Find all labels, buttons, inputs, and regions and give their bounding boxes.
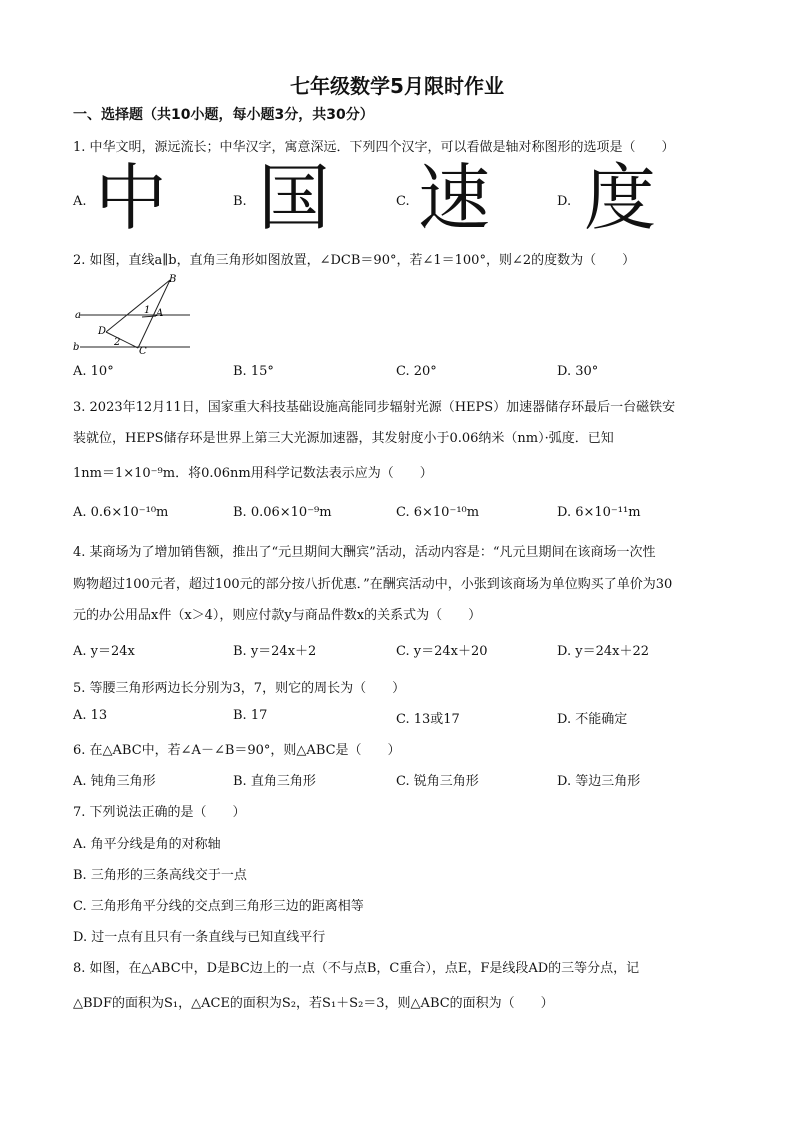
q1-option-d-label: D.: [557, 194, 572, 209]
q6-option-c: C. 锐角三角形: [396, 774, 479, 789]
section-heading: 一、选择题（共10小题，每小题3分，共30分）: [73, 107, 374, 123]
q1-char-su: 速: [418, 156, 491, 240]
question-6-stem: 6. 在△ABC中，若∠A－∠B＝90°，则△ABC是（ ）: [73, 743, 401, 758]
q4-option-d: D. y＝24x＋22: [557, 644, 649, 659]
q7-option-d: D. 过一点有且只有一条直线与已知直线平行: [73, 930, 326, 945]
question-5-stem: 5. 等腰三角形两边长分别为3，7，则它的周长为（ ）: [73, 681, 406, 696]
q4-option-c: C. y＝24x＋20: [396, 644, 488, 659]
label-B: B: [169, 274, 177, 285]
q5-option-c: C. 13或17: [396, 712, 460, 727]
q1-option-c-label: C.: [396, 194, 410, 209]
question-8-line-2: △BDF的面积为S₁，△ACE的面积为S₂，若S₁＋S₂＝3，则△ABC的面积为（ ）: [73, 996, 554, 1011]
segment-bd: [106, 280, 170, 332]
q2-option-b: B. 15°: [233, 364, 274, 379]
q1-option-b-label: B.: [233, 194, 247, 209]
q5-option-b: B. 17: [233, 708, 268, 723]
question-8-line-1: 8. 如图，在△ABC中，D是BC边上的一点（不与点B，C重合），点E，F是线段AD的三等分点，记: [73, 961, 640, 976]
q6-option-a: A. 钝角三角形: [73, 774, 156, 789]
question-3-line-3: 1nm＝1×10⁻⁹m．将0.06nm用科学记数法表示应为（ ）: [73, 466, 433, 481]
q6-option-b: B. 直角三角形: [233, 774, 316, 789]
q1-char-zhong: 中: [95, 156, 168, 240]
q1-char-guo: 国: [258, 156, 331, 240]
q7-option-a: A. 角平分线是角的对称轴: [73, 837, 221, 852]
question-7-stem: 7. 下列说法正确的是（ ）: [73, 805, 246, 820]
label-b: b: [73, 342, 80, 353]
label-D: D: [98, 326, 107, 337]
q3-option-d: D. 6×10⁻¹¹m: [557, 505, 641, 520]
segment-dc: [106, 332, 138, 348]
q4-option-b: B. y＝24x＋2: [233, 644, 317, 659]
q7-option-c: C. 三角形角平分线的交点到三角形三边的距离相等: [73, 899, 364, 914]
segment-small: [142, 316, 156, 317]
q5-option-d: D. 不能确定: [557, 712, 628, 727]
question-3-line-2: 装就位，HEPS储存环是世界上第三大光源加速器，其发射度小于0.06纳米（nm）·弧度．已知: [73, 431, 614, 446]
question-3-line-1: 3. 2023年12月11日，国家重大科技基础设施高能同步辐射光源（HEPS）加速器储存环最后一台磁铁安: [73, 400, 676, 415]
q1-char-du: 度: [584, 156, 657, 240]
q3-option-c: C. 6×10⁻¹⁰m: [396, 505, 480, 520]
q3-option-b: B. 0.06×10⁻⁹m: [233, 505, 332, 520]
question-4-line-3: 元的办公用品x件（x＞4），则应付款y与商品件数x的关系式为（ ）: [73, 608, 482, 623]
q2-figure: [72, 272, 192, 358]
q2-option-a: A. 10°: [73, 364, 114, 379]
q5-option-a: A. 13: [73, 708, 108, 723]
q4-option-a: A. y＝24x: [73, 644, 135, 659]
label-a: a: [75, 310, 81, 321]
label-C: C: [139, 346, 147, 357]
segment-bc: [138, 280, 170, 348]
question-4-line-1: 4. 某商场为了增加销售额，推出了“元旦期间大酬宾”活动，活动内容是：“凡元旦期间在该商场一次性: [73, 545, 656, 560]
q2-option-d: D. 30°: [557, 364, 599, 379]
q3-option-a: A. 0.6×10⁻¹⁰m: [73, 505, 169, 520]
q6-option-d: D. 等边三角形: [557, 774, 641, 789]
label-2: 2: [114, 337, 121, 348]
label-1: 1: [144, 305, 151, 316]
q1-option-a-label: A.: [73, 194, 87, 209]
q7-option-b: B. 三角形的三条高线交于一点: [73, 868, 247, 883]
q2-option-c: C. 20°: [396, 364, 437, 379]
question-2-stem: 2. 如图，直线a∥b，直角三角形如图放置，∠DCB＝90°，若∠1＝100°，则∠2的度数为（ ）: [73, 253, 636, 268]
label-A: A: [156, 308, 164, 319]
question-1-stem: 1. 中华文明，源远流长；中华汉字，寓意深远．下列四个汉字，可以看做是轴对称图形的选项是（ ）: [73, 140, 675, 155]
question-4-line-2: 购物超过100元者，超过100元的部分按八折优惠．”在酬宾活动中，小张到该商场为单位购买了单价为30: [73, 577, 673, 592]
page-title: 七年级数学5月限时作业: [290, 74, 504, 98]
